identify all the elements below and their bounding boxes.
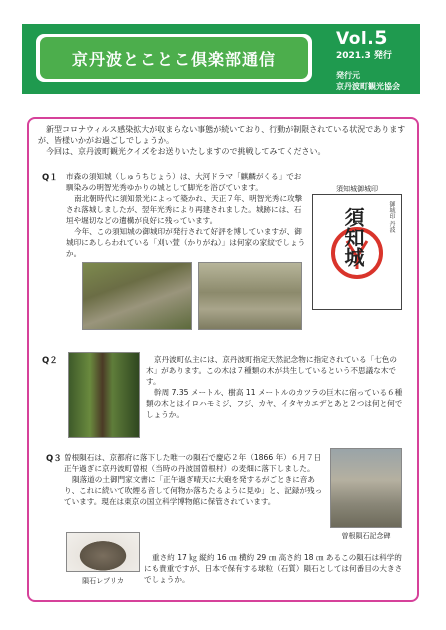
q1-paragraph-1: 市森の須知城（しゅうちじょう）は、大河ドラマ「麒麟がくる」でお馴染みの明智光秀ゆかりの城として脚光を浴びています。 xyxy=(66,172,302,192)
volume-prefix: Vol. xyxy=(336,29,375,49)
q3-paragraph-1: 曽根隕石は、京都府に落下した唯一の隕石で慶応２年（1866 年）６月７日正午過ぎに京丹波町曽根（当時の丹波国曽根村）の麦畑に落下しました。 xyxy=(64,453,322,473)
intro-line-2: 今回は、京丹波町観光クイズをお送りいたしますので挑戦してみてください。 xyxy=(46,147,326,156)
stone-wall-photo-2 xyxy=(198,262,302,330)
intro-line-1: 新型コロナウィルス感染拡大が収まらない事態が続いており、行動が制限されている状況でありますが、皆様いかがお過ごしでしょうか。 xyxy=(38,125,406,145)
q1-paragraph-2: 南北朝時代に須知景光によって築かれ、天正７年、明智光秀に攻撃され落城しましたが、翌年光秀により再建されました。城跡には、石垣や堀切などの遺構が良好に残っています。 xyxy=(66,194,303,225)
meteorite-replica-photo xyxy=(66,532,140,572)
meteorite-monument-photo xyxy=(330,448,402,528)
q1-paragraph-3: 今年、この須知城の御城印が発行されて好評を博していますが、御城印にあしらわれている「刈い萱（かりがね）」は何家の家紋でしょうか。 xyxy=(66,227,306,258)
stone-wall-photo-1 xyxy=(82,262,192,330)
q2-paragraph-1: 京丹波町仏主には、京丹波町指定天然記念物に指定されている「七色の木」があります。この木は７種類の木が共生しているという不思議な木です。 xyxy=(146,355,397,386)
q1-text xyxy=(66,171,306,259)
q3-paragraph-2: 隕落道の土御門家文書に「正午過ぎ晴天に大砲を発するがごときに音あり、これに続いて吹煙る音して何物か落ちたるように見ゆ」と、記録が残っています。現在は東京の国立科学博物館に保管されています。 xyxy=(64,475,323,506)
q2-label: Q２ xyxy=(42,356,58,366)
q2-paragraph-2: 幹周 7.35 メートル、樹高 11 メートルのカツラの巨木に宿っている６種類の木とはイロハモミジ、フジ、カヤ、イタヤカエデとあと２つは何と何でしょうか。 xyxy=(146,388,403,419)
q3-text xyxy=(64,452,326,507)
q1-label: Q１ xyxy=(42,173,58,183)
intro-text xyxy=(38,124,410,157)
seal-big-text: 須知城 xyxy=(341,207,365,267)
issue-date: 2021.3 発行 xyxy=(336,51,392,61)
seven-color-tree-photo xyxy=(68,352,140,438)
castle-seal xyxy=(312,194,402,310)
monument-caption: 曽根隕石記念碑 xyxy=(341,532,391,540)
issuer-name: 京丹波町観光協会 xyxy=(336,82,400,91)
issuer-label: 発行元 xyxy=(336,71,360,80)
seal-caption: 須知城御城印 xyxy=(336,185,378,193)
q3-paragraph-3: 重さ約 17 ㎏ 縦約 16 ㎝ 横約 29 ㎝ 高さ約 18 ㎝ あるこの隕石は科学的にも貴重ですが、日本で保有する球粒（石質）隕石としては何番目の大きさでしょうか。 xyxy=(144,553,403,584)
q2-text xyxy=(146,354,408,420)
replica-caption: 隕石レプリカ xyxy=(82,577,124,585)
volume-label xyxy=(336,27,388,49)
volume-number: 5 xyxy=(374,27,388,49)
newsletter-title: 京丹波とことこ倶楽部通信 xyxy=(40,37,308,79)
q3-label: Q３ xyxy=(46,454,62,464)
q3-text-lower xyxy=(144,552,406,585)
seal-small-text: 御城印 丹波 xyxy=(388,201,395,233)
